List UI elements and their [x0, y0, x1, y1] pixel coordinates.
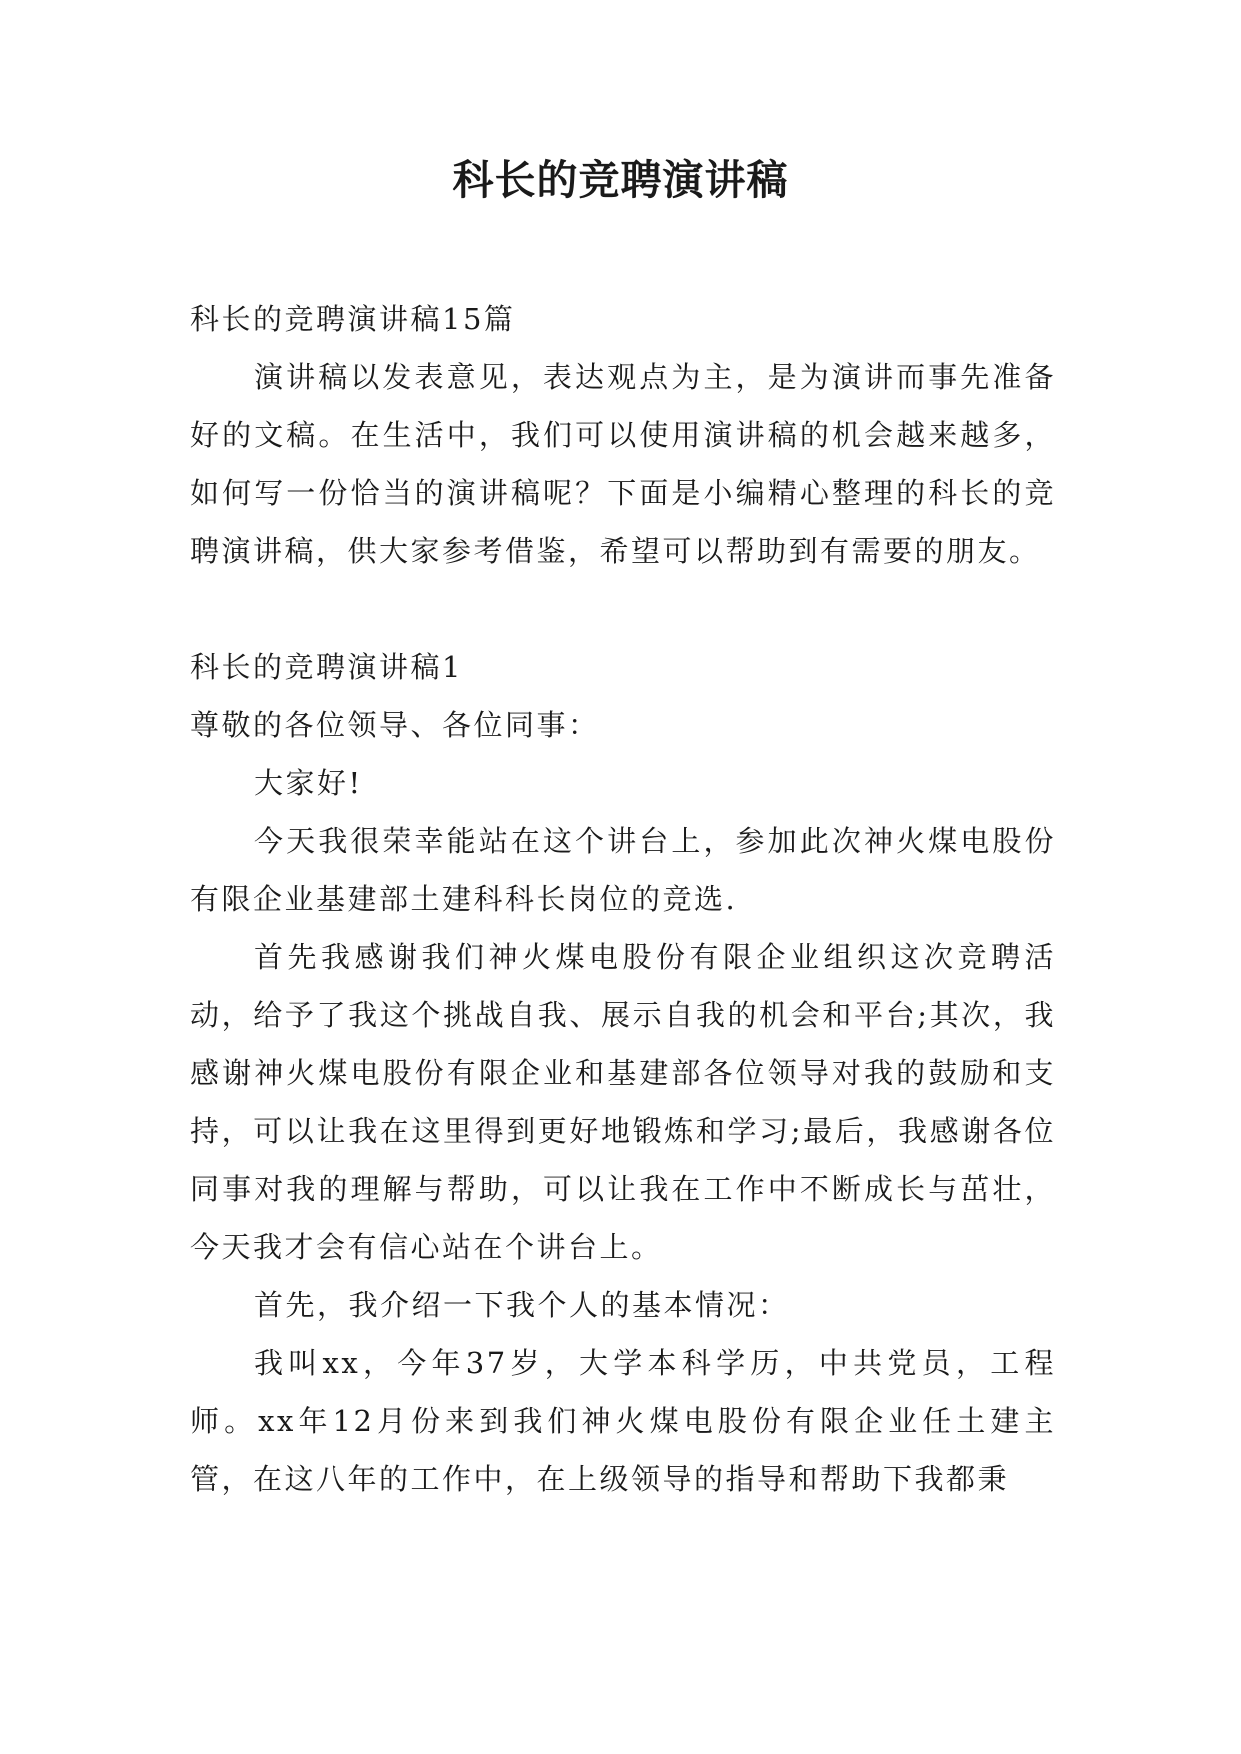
section-heading: 科长的竞聘演讲稿1: [190, 650, 463, 684]
document-body: [190, 290, 1056, 1508]
salutation: 尊敬的各位领导、各位同事：: [190, 708, 600, 742]
document-title: 科长的竞聘演讲稿: [452, 156, 789, 204]
body-paragraph: 首先，我介绍一下我个人的基本情况：: [254, 1288, 790, 1322]
intro-paragraph: 演讲稿以发表意见，表达观点为主，是为演讲而事先准备好的文稿。在生活中，我们可以使用演讲稿的机会越来越多，如何写一份恰当的演讲稿呢？下面是小编精心整理的科长的竞聘演讲稿，供大家参考借鉴，希望可以帮助到有需要的朋友。: [190, 360, 1056, 568]
greeting: 大家好!: [254, 766, 363, 800]
body-paragraph: 首先我感谢我们神火煤电股份有限企业组织这次竞聘活动，给予了我这个挑战自我、展示自我的机会和平台;其次，我感谢神火煤电股份有限企业和基建部各位领导对我的鼓励和支持，可以让我在这里得到更好地锻炼和学习;最后，我感谢各位同事对我的理解与帮助，可以让我在工作中不断成长与茁壮，今天我才会有信心站在个讲台上。: [190, 940, 1056, 1264]
body-paragraph: 我叫xx，今年37岁，大学本科学历，中共党员，工程师。xx年12月份来到我们神火煤电股份有限企业任土建主管，在这八年的工作中，在上级领导的指导和帮助下我都秉: [190, 1346, 1056, 1496]
document-subtitle: 科长的竞聘演讲稿15篇: [190, 302, 516, 336]
body-paragraph: 今天我很荣幸能站在这个讲台上，参加此次神火煤电股份有限企业基建部土建科科长岗位的竞选.: [190, 824, 1056, 916]
